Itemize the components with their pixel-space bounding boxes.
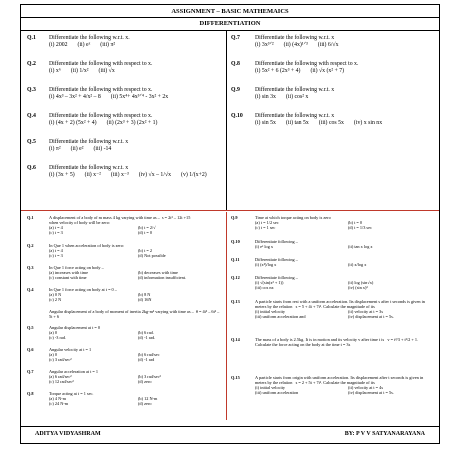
option-list <box>49 270 221 280</box>
option-item: (i) 3x³ᐟ² <box>255 42 274 49</box>
option-item: (d) -1 rad <box>138 357 155 363</box>
question-number: Q.10 <box>231 239 240 244</box>
option-item: (ii) tan 5x <box>285 120 309 127</box>
option-list <box>49 330 221 340</box>
option-item: (d) t = 1/3 sec <box>348 225 372 231</box>
option-item: (ii) e² <box>70 146 84 153</box>
question-number: Q.11 <box>231 257 240 262</box>
option-item: (a) 4 N-m <box>49 396 66 402</box>
question-text: Angular acceleration at t = 1 <box>49 369 99 374</box>
option-item: (b) 6 rad/sec <box>138 352 160 358</box>
question-number: Q.13 <box>231 299 240 304</box>
question-text: Differentiate following – <box>255 275 298 280</box>
option-item: (c) t = 3 <box>49 253 63 259</box>
option-item: (v) 1/(x+2) <box>181 172 207 179</box>
option-list <box>49 248 221 258</box>
option-list <box>49 292 221 302</box>
option-item: (c) constant with time <box>49 275 87 281</box>
question-text: Differentiate the following with respect to x. <box>49 113 153 119</box>
question-subtext: when velocity of body will be zero: <box>49 220 111 226</box>
option-item: (iii) uniform acceleration <box>255 390 299 396</box>
question-text: Differentiate following – <box>255 239 298 244</box>
option-item: (i) √(sin(x² + 1)) <box>255 280 284 286</box>
option-item: (ii) 5x⁴+ 4x³ᐟ⁴ - 3x² + 2x <box>110 94 169 101</box>
option-item: (a) 0 N <box>49 292 62 298</box>
option-list <box>255 280 435 290</box>
divider <box>21 17 439 18</box>
question-item <box>255 239 435 249</box>
option-item: (b) t = 2 <box>138 248 152 254</box>
option-list <box>49 42 221 49</box>
option-item: (c) t = 1 sec <box>255 225 276 231</box>
question-text: A particle starts from origin with uniform acceleration. Its displacement after t seconds is given in meters by the relation s = 2 + 5t + 7t². Calculate the magnitude of its <box>255 375 424 386</box>
question-number: Q.4 <box>27 113 36 119</box>
option-item: (d) information insufficient. <box>138 275 187 281</box>
question-item <box>49 165 221 179</box>
question-text: Differentiate the following w.r.t. x <box>255 35 335 41</box>
question-item <box>49 113 221 127</box>
option-list <box>255 244 435 249</box>
question-item <box>49 61 221 75</box>
question-text: Differentiate the following w.r.t. x <box>255 87 335 93</box>
question-text: In Que 1 force acting on body at t = 0 – <box>49 287 117 292</box>
question-number: Q.12 <box>231 275 240 280</box>
question-item <box>255 61 435 75</box>
question-number: Q.1 <box>27 215 34 220</box>
option-item: (c) 2 N <box>49 297 62 303</box>
option-item: (b) decreases with time <box>138 270 178 276</box>
assignment-sheet <box>20 4 440 444</box>
option-item: (a) 0 <box>49 330 57 336</box>
option-list <box>49 172 221 179</box>
option-list <box>49 396 221 406</box>
option-item: (d) 16N <box>138 297 152 303</box>
option-item: (d) -1 rad. <box>138 335 156 341</box>
question-text: Differentiate the following w.r.t. x <box>49 165 129 171</box>
question-number: Q.4 <box>27 287 34 292</box>
option-item: (i) eˣ log x <box>255 244 274 250</box>
option-list <box>255 68 435 75</box>
option-item: (iv) x sin nx <box>353 120 383 127</box>
column-divider <box>226 30 227 210</box>
option-item: (c) 3 rad/sec² <box>49 357 72 363</box>
question-item <box>255 257 435 267</box>
question-number: Q.9 <box>231 215 238 220</box>
option-item: (iii) 6/√x <box>317 42 339 49</box>
footer-divider <box>21 426 439 427</box>
question-text: Differentiate the following w.r.t. x. <box>49 35 130 41</box>
question-item <box>49 87 221 101</box>
question-item <box>255 299 435 320</box>
question-text: Differentiate following – <box>255 257 298 262</box>
question-item <box>49 139 221 153</box>
option-item: (b) t = 0 <box>348 220 362 226</box>
option-item: (i) initial velocity <box>255 385 286 391</box>
footer-author: BY: P V V SATYANARAYANA <box>344 431 425 437</box>
question-item <box>49 347 221 362</box>
question-text: A particle starts from rest with a uniform acceleration. Its displacement s after t seconds is given in meters by the relation s = 5 + 4t + 7t². Calculate the magnitude of its <box>255 299 425 310</box>
question-number: Q.7 <box>231 35 240 41</box>
option-item: (c) t = 3 <box>49 230 63 236</box>
option-item: (i) initial velocity <box>255 309 286 315</box>
option-item: (i) sin 3x <box>255 94 276 101</box>
option-item: (d) zero <box>138 401 152 407</box>
option-item: (i) sin 5x <box>255 120 276 127</box>
question-number: Q.3 <box>27 87 36 93</box>
question-item <box>49 35 221 49</box>
question-number: Q.10 <box>231 113 243 119</box>
question-item <box>255 337 435 347</box>
question-number: Q.15 <box>231 375 240 380</box>
option-item: (b) 6 rad. <box>138 330 154 336</box>
option-list <box>49 352 221 362</box>
page-title: ASSIGNMENT – BASIC MATHEMAICS <box>171 8 289 15</box>
option-item: (c) -3 rad. <box>49 335 67 341</box>
option-item: (ii) cos² x <box>285 94 309 101</box>
option-item: (a) t = 4 <box>49 248 63 254</box>
question-text: The mass of a body is 2.5kg. It is in motion and its velocity v after time t is v = t³/3 + t²/2 + 1. Calculate the force acting on the body at the time t = 3s <box>255 337 419 348</box>
option-item: (a) increases with time <box>49 270 89 276</box>
option-item: (b) 12 N-m <box>138 396 158 402</box>
option-item: (ii) (4x)¹ᐟ³ <box>283 42 308 49</box>
option-item: (iii) uniform acceleration and <box>255 314 306 320</box>
question-text: In Que 1 force acting on body – <box>49 265 104 270</box>
option-item: (i) (4x + 2) (5x² + 4) <box>49 120 97 127</box>
question-item <box>255 215 435 230</box>
option-list <box>49 146 221 153</box>
question-number: Q.6 <box>27 347 34 352</box>
question-number: Q.2 <box>27 243 34 248</box>
page-subtitle: DIFFERENTIATION <box>199 20 261 27</box>
option-item: (iii) cos 5x <box>318 120 344 127</box>
question-number: Q.5 <box>27 325 34 330</box>
question-text: Time at which torque acting on body is zero <box>255 215 331 220</box>
question-text: Differentiate the following with respect to x. <box>255 61 359 67</box>
question-item <box>49 243 221 258</box>
option-item: (i) x⁶ <box>49 68 61 75</box>
option-item: (b) t = 2/√ <box>138 225 156 231</box>
option-item: (iii) x⁻³ <box>110 172 129 179</box>
question-item <box>255 375 435 396</box>
question-text: Angular velocity at t = 1 <box>49 347 92 352</box>
question-number: Q.7 <box>27 369 34 374</box>
option-list <box>49 120 221 127</box>
question-number: Q.8 <box>27 391 34 396</box>
question-text: Differentiate the following w.r.t. x <box>49 139 129 145</box>
question-number: Q.5 <box>27 139 36 145</box>
question-text: Angular displacement at t = 0 <box>49 325 100 330</box>
option-item: (iii) cos nx <box>255 285 274 291</box>
question-number: Q.14 <box>231 337 240 342</box>
question-item <box>255 35 435 49</box>
option-item: (i) (x²)/log x <box>255 262 277 268</box>
question-number: Q.1 <box>27 35 36 41</box>
option-item: (d) Not possible <box>138 253 166 259</box>
option-item: (d) t = 0 <box>138 230 152 236</box>
option-list <box>255 94 435 101</box>
option-item: (iv) displacement at t = 5s. <box>348 390 394 396</box>
question-item <box>49 325 221 340</box>
option-item: (ii) x⁻² <box>84 172 101 179</box>
option-item: (ii) velocity at t = 4s <box>348 385 384 391</box>
option-item: (iv) √x – 1/√x <box>138 172 172 179</box>
option-item: (b) 3 rad/sec² <box>138 374 161 380</box>
option-item: (i) 2002 <box>49 42 68 49</box>
option-item: (ii) 1/x² <box>70 68 89 75</box>
option-item: (ii) x/log x <box>348 262 367 268</box>
option-item: (a) 6 rad/sec² <box>49 374 72 380</box>
option-item: (c) 24 N-m <box>49 401 69 407</box>
question-text: Differentiate the following w.r.t. x <box>255 113 335 119</box>
question-item <box>49 369 221 384</box>
question-item <box>255 113 435 127</box>
question-item <box>49 265 221 280</box>
question-text: In Que 1 when acceleration of body is zero: <box>49 243 125 248</box>
option-list <box>255 220 435 230</box>
question-number: Q.2 <box>27 61 36 67</box>
option-item: (i) 5x² + 6 (2x³ + 4) <box>255 68 301 75</box>
question-number: Q.6 <box>27 165 36 171</box>
option-list <box>255 385 435 395</box>
option-item: (iv) (sin x)³ <box>348 285 368 291</box>
option-item: (d) zero <box>138 379 152 385</box>
question-text: A displacement of a body of m mass 4 kg varying with time as – s = 2t³ – 12t +15 <box>49 215 191 220</box>
option-list <box>255 120 435 127</box>
question-text: Angular displacement of a body of moment of inertia 2kg-m² varying with time as – θ = 4t³ – 6t² – 5t + 6 <box>49 309 220 320</box>
option-item: (ii) velocity at t = 3s <box>348 309 384 315</box>
question-number: Q.9 <box>231 87 240 93</box>
question-number: Q.8 <box>231 61 240 67</box>
option-item: (i) 4x³ – 3x² + 4/x² – 8 <box>49 94 101 101</box>
option-list <box>49 225 221 235</box>
option-item: (b) 8 N <box>138 292 151 298</box>
option-list <box>49 68 221 75</box>
option-item: (ii) √x (x² + 7) <box>310 68 345 75</box>
option-item: (iii) √x <box>98 68 115 75</box>
question-text: Differentiate the following with respect to x. <box>49 61 153 67</box>
option-item: (ii) (2x³ + 3) (2x² + 1) <box>106 120 158 127</box>
option-list <box>49 374 221 384</box>
option-item: (ii) log (sin√x) <box>348 280 374 286</box>
option-item: (a) 0 <box>49 352 57 358</box>
lower-column-divider <box>226 212 227 420</box>
question-item <box>255 87 435 101</box>
option-item: (i) π² <box>49 146 61 153</box>
option-list <box>255 42 435 49</box>
option-item: (iii) -14 <box>93 146 112 153</box>
option-item: (a) t = 4 <box>49 225 63 231</box>
question-text: Torque acting at t = 1 sec. <box>49 391 94 396</box>
option-item: (iv) displacement at t = 5s. <box>348 314 394 320</box>
question-item <box>49 391 221 406</box>
question-text: Differentiate the following with respect to x. <box>49 87 153 93</box>
question-item <box>49 309 221 319</box>
option-list <box>255 309 435 319</box>
option-item: (i) (3x + 5) <box>49 172 75 179</box>
question-item <box>49 287 221 302</box>
option-item: (ii) eˣ <box>77 42 91 49</box>
question-number: Q.3 <box>27 265 34 270</box>
option-item: (c) 12 rad/sec² <box>49 379 74 385</box>
footer-school: ADITYA VIDYASHRAM <box>35 431 101 437</box>
divider <box>21 30 439 31</box>
option-item: (iii) π² <box>100 42 116 49</box>
question-item <box>255 275 435 290</box>
option-list <box>49 94 221 101</box>
option-item: (ii) tan x log x <box>348 244 373 250</box>
option-item: (a) t = 1/2 sec <box>255 220 279 226</box>
question-item <box>49 215 221 236</box>
section-divider <box>21 210 439 211</box>
option-list <box>255 262 435 267</box>
